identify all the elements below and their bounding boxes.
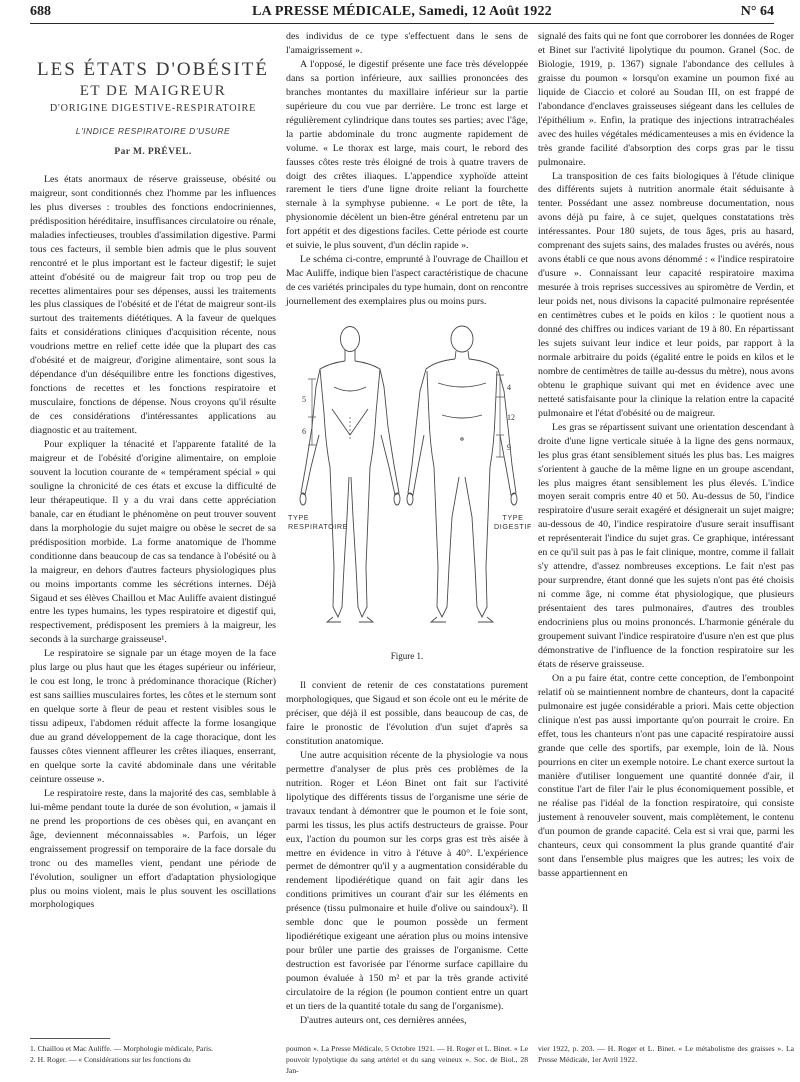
- paragraph: Une autre acquisition récente de la physiologie va nous permettre d'analyser de plus près ces problèmes de la nutrition. Roger et Léon Binet ont fait sur l'activité lipolytique des différents tissus de l'organisme une série de travaux tendant à démontrer que le poumon et le foie sont, parmi les tissus, les plus actifs destructeurs de graisse. Pour eux, l'action du poumon sur les corps gras est très aisée à mettre en évidence in vitro à l'étuve à 40°. L'expérience permet de démontrer qu'il y a augmentation considérable du rendement lipodiérétique quand on fait agir dans les conditions primitives un courant d'air sur les éléments en présence (tissu pulmonaire et huile d'olive ou saindoux²). Il semble donc que le poumon possède un ferment lipodiérétique exigeant une aération plus ou moins intensive pour brûler une partie des graisses de l'organisme. Cette destruction est favorisée par l'énorme surface capillaire du poumon évaluée à 150 m² et par la très grande activité circulatoire de la région (le poumon contient entre un quart et un tiers de la quantité totale du sang de l'organisme).: [286, 749, 528, 1012]
- column-2: [286, 30, 532, 1028]
- paragraph: Les gras se répartissent suivant une orientation descendant à droite d'une ligne verticale située à la ligne des gens normaux, les plus gras étant sensiblement situés les plus bas. Les maigres s'orientent à gauche de la même ligne en un groupe ascendant, les plus maigres étant sensiblement les plus élevés. L'indice moyen serait compris entre 40 et 50. Au-dessus de 50, l'indice respiratoire d'usure serait exagéré et désignerait un sujet maigre; au-dessous de 40, l'indice respiratoire d'usure serait insuffisant et représenterait l'indice du sujet gras. Ce graphique, intéressant en ce qu'il suit pas à pas le fait clinique, montre, comme il fallait s'y attendre, d'assez nombreuses exceptions. Le fait n'est pas pour surprendre, étant donné que les sujets n'ont pas été choisis ni comme âge, ni comme état physiologique, que plusieurs présentaient des tares pulmonaires, d'autres des troubles endocriniens plus ou moins prononcés. L'harmonie générale du groupement suivant l'indice respiratoire d'usure n'en est que plus démonstrative de l'influence de la fonction respiratoire sur les états de réserve graisseuse.: [538, 421, 794, 670]
- footnote-block: [538, 1043, 794, 1065]
- paragraph: Le respiratoire reste, dans la majorité des cas, semblable à lui-même pendant toute la durée de son évolution, « jamais il ne prend les proportions de ces obèses qui, en avançant en âge, deviennent méconnaissables ». Parfois, un léger engraissement progressif on temporaire de la face dorsale du tronc ou des mamelles vient, pendant une période de l'évolution, souligner un effort d'adaptation physiologique plus ou moins violent, mais le plus souvent les oscillations morphologiques: [30, 787, 276, 911]
- article-title: LES ÉTATS D'OBÉSITÉ: [36, 59, 269, 80]
- paragraph: Pour expliquer la ténacité et l'apparente fatalité de la maigreur et de l'obésité d'origine alimentaire, on emploie souvent la locution courante de « tempérament spécial » qui souligne la chronicité de ces états et excuse la difficulté de leur thérapeutique. Il y a du vrai dans cette appréciation banale, car en étudiant le phénomène on peut trouver souvent dans la morphologie du sujet maigre ou obèse le secret de sa prédisposition morbide. La forme anatomique de l'homme conditionne dans beaucoup de cas sa tendance à l'obésité ou à la maigreur, en dehors d'autres facteurs physiologiques plus ou moins importants comme les sécrétions internes. Déjà Sigaud et ses élèves Chaillou et Mac Auliffe avaient distingué entre les types humains, les types respiratoire et digestif qui, respectivement, prédisposent les premiers à la maigreur, les seconds à la surcharge graisseuse¹.: [30, 439, 276, 646]
- paragraph: des individus de ce type s'effectuent dans le sens de l'amaigrissement ».: [286, 31, 528, 56]
- paragraph: A l'opposé, le digestif présente une face très développée dans sa portion inférieure, aux saillies prononcées des branches montantes du maxillaire inférieur sur la partie supérieure du cou vue par derrière. Le tronc est large et régulièrement cylindrique dans toutes ses parties; avec l'âge, la partie abdominale du tronc augmente rapidement de volume. « Le thorax est large, mais court, le rebord des fausses côtes reste très éloigné de trois à quatre travers de doigt des crêtes iliaques. L'appendice xyphoïde atteint rarement le tiers d'une ligne droite reliant la fourchette sternale à la symphyse pubienne. « Le port de tête, la physionomie décèlent un bien-être général entretenu par un fort appétit et des digestions faciles. Cette période est courte et suivie, le plus souvent, d'un déclin rapide ».: [286, 58, 528, 252]
- paragraph: signalé des faits qui ne font que corroborer les données de Roger et Binet sur l'activité lipolytique du poumon. Granel (Soc. de Biologie, 1919, p. 1367) signale l'abondance des cellules à graisse du poumon « lorsqu'on examine un poumon fixé au liquide de Ciaccio et coloré au Soudan III, on est frappé de l'abondance d'enclaves graisseuses siégeant dans les cellules de l'épithélium ». Enfin, la pratique des injections intratrachéales avec des huiles végétales médicamenteuses a mis en évidence la très grande facilité d'absorption des corps gras par le tissu pulmonaire.: [538, 31, 794, 168]
- figure-label-respiratory: TYPE RESPIRATOIRE: [288, 513, 349, 532]
- figure-body-types: [286, 317, 532, 673]
- measure-label: 12: [507, 413, 515, 423]
- measure-label: 9: [507, 443, 511, 453]
- paragraph: D'autres auteurs ont, ces dernières années,: [300, 1014, 467, 1026]
- paragraph: Le respiratoire se signale par un étage moyen de la face plus large ou plus haut que les étages supérieur ou inférieur, le cou est long, le tronc à prédominance thoracique (Richer) est sans saillies musculaires fortes, les côtes et le sternum sont en quelque sorte à fleur de peau et restent visibles sous le tissu adipeux, l'abdomen réduit affecte la forme losangique due au grand développement de la cage thoracique, dont les fausses côtes viennent affleurer les crêtes iliaques, enserrant, en quelque sorte la cavité abdominale dans une véritable ceinture osseuse ».: [30, 648, 276, 785]
- paragraph: Il convient de retenir de ces constatations purement morphologiques, que Sigaud et son école ont eu le mérite de préciser, que déjà il est possible, dans beaucoup de cas, de faire le pronostic de l'évolution d'un sujet d'après sa constitution anatomique.: [286, 680, 528, 747]
- body-type-illustration: [286, 317, 528, 647]
- footnote-block: [30, 1043, 276, 1065]
- footnote-block: [286, 1043, 528, 1076]
- article-author: Par M. PRÉVEL.: [114, 146, 192, 157]
- footnote: vier 1922, p. 203. — H. Roger et L. Binet. « Le métabolisme des graisses ». La Presse Médicale, 1er Avril 1922.: [538, 1044, 794, 1064]
- paragraph: On a pu faire état, contre cette conception, de l'embonpoint relatif où se maintiennent nombre de chanteurs, dont la capacité pulmonaire est jugée considérable a priori. Mais cette objection clinique n'est pas aussi importante qu'on pourrait le croire. En effet, tous les chanteurs n'ont pas une capacité respiratoire aussi grande que celle des sportifs, par exemple, loin de là. Nous pourrions en citer un exemple notoire. Le chant exerce surtout la manière d'utiliser longuement une quantité donnée d'air, il constitue l'art de filer l'air le plus économiquement possible, et ne réalise pas l'idéal de la fonction respiratoire, qui consiste justement à renouveler souvent, mais complètement, le contenu d'un poumon de grande capacité. Cela est si vrai que, parmi les chanteurs, ceux qui consomment la plus grande quantité d'air sont dans l'ensemble plus maigres que les autres; les voix de basse appartiennent en: [538, 672, 794, 880]
- article-kicker: L'INDICE RESPIRATOIRE D'USURE: [75, 126, 231, 136]
- figure-label-digestive: TYPE DIGESTIF: [494, 513, 532, 532]
- column-1: [30, 30, 276, 912]
- article-subtitle: D'ORIGINE DIGESTIVE-RESPIRATOIRE: [49, 103, 257, 114]
- page-number: 688: [30, 4, 51, 19]
- column-3: [538, 30, 794, 881]
- paragraph: Le schéma ci-contre, emprunté à l'ouvrage de Chaillou et Mac Auliffe, indique bien l'aspect caractéristique de chacune de ces variétés principales du type humain, dont on rencontre journellement des exemplaires plus ou moins purs.: [286, 254, 528, 308]
- respiratory-figure: [300, 327, 400, 623]
- article-title-block: [30, 58, 276, 160]
- measure-label: 6: [302, 427, 306, 437]
- paragraph: La transposition de ces faits biologiques à l'étude clinique des différents sujets à nutrition anormale était séduisante à tenter. Possédant une assez nombreuse documentation, nous avons déjà pu faire, à ce sujet, quelques constatations très intéressantes. Pour 180 sujets, de tous âges, pris au hasard, comprenant des sujets sains, des malades frustes ou avérés, nous avons établi ce que nous avons dénommé : « l'indice respiratoire d'usure ». Connaissant leur capacité respiratoire maxima mesurée à trois reprises successives au spiromètre de Verdin, et leur poids net, nous divisons la capacité pulmonaire représentée en centimètres cubes et le poids en kilos : le quotient nous a donné des chiffres ou indices variant de 19 à 80. En répartissant les sujets suivant leur indice et leur poids, par rapport à la normale arbitraire du poids (égalité entre le poids en kilos et le nombre de centimètres de taille au-dessus du mètre), nous avons obtenu le graphique suivant qui met en évidence avec une netteté satisfaisante pour la clinique la relation entre la capacité pulmonaire et l'état d'obésité ou de maigreur.: [538, 170, 794, 419]
- article-title-line-2: ET DE MAIGREUR: [79, 83, 227, 99]
- figure-caption: Figure 1.: [390, 651, 424, 662]
- footnote-rule: [30, 1038, 110, 1039]
- digestive-figure: [407, 326, 517, 622]
- measurement-marks: [308, 375, 504, 457]
- issue-number: N° 64: [740, 4, 774, 19]
- footnote: poumon ». La Presse Médicale, 5 Octobre 1921. — H. Roger et L. Binet. « Le pouvoir lypolytique du sang artériel et du sang veineux ». Soc. de Biol., 28 Jan-: [286, 1044, 528, 1075]
- measure-label: 4: [507, 383, 511, 393]
- journal-title: LA PRESSE MÉDICALE, Samedi, 12 Août 1922: [252, 4, 552, 19]
- footnote: 1. Chaillou et Mac Auliffe. — Morphologie médicale, Paris. 2. H. Roger. — « Considérations sur les fonctions du: [30, 1044, 213, 1064]
- measure-label: 5: [302, 395, 306, 405]
- header-rule: [30, 23, 774, 24]
- paragraph: Les états anormaux de réserve graisseuse, obésité ou maigreur, sont conditionnés chez l'homme par les influences les plus diverses : troubles des fonctions endocriniennes, prédisposition héréditaire, insuffisances circulatoire ou rénale, maladies infectieuses, troubles d'assimilation digestive. Parmi tous ces facteurs, il semble bien admis que le plus souvent rencontré et le plus important est le facteur digestif; le sujet atteint d'obésité ou de maigreur fait trop ou trop peu de recettes alimentaires pour ses dépenses, aussi les traitements les plus classiques de l'obésité et de l'état de maigreur sont-ils surtout des traitements diététiques. A la faveur de quelques faits et considérations cliniques d'acquisition récente, nous voudrions mettre en relief cette idée que la plupart des cas d'obésité et de maigreur, d'origine alimentaire, sont sous la dépendance d'un déséquilibre entre les fonctions digestives, fonctions de recettes et les fonctions respiratoire et musculaire, fonctions de dépense. Nous croyons qu'il résulte de ces considérations d'intéressantes applications au diagnostic et au traitement.: [30, 173, 276, 437]
